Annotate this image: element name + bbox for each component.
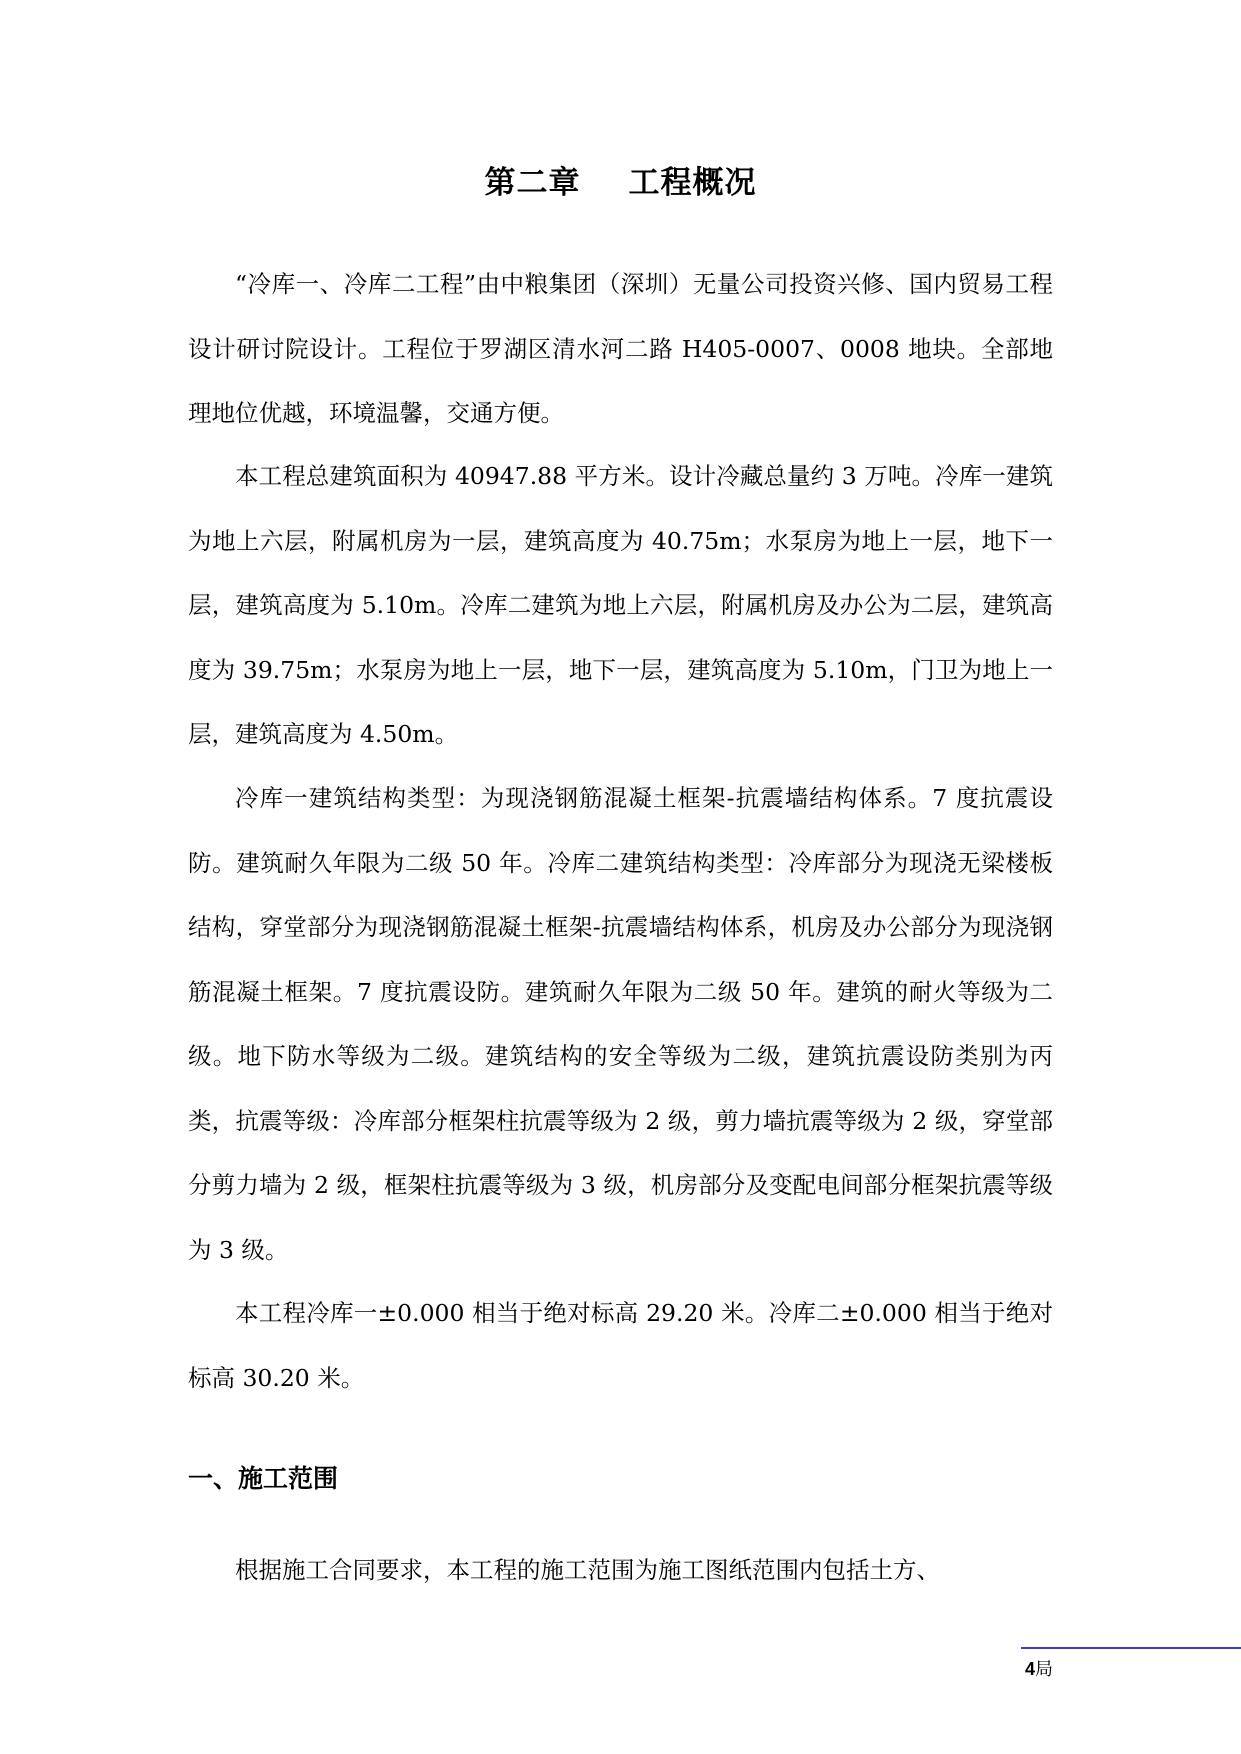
paragraph-project-intro: “冷库一、冷库二工程”由中粮集团（深圳）无量公司投资兴修、国内贸易工程设计研讨院设计。工程位于罗湖区清水河二路 H405-0007、0008 地块。全部地理地位优越，环境温馨，交通方便。 xyxy=(188,270,1053,427)
footer-rule xyxy=(1021,1647,1241,1649)
chapter-number-label: 第二章 xyxy=(484,165,581,201)
chapter-name: 工程概况 xyxy=(628,165,757,201)
paragraph-construction-scope: 根据施工合同要求，本工程的施工范围为施工图纸范围内包括土方、 xyxy=(235,1556,940,1584)
paragraph-building-area: 本工程总建筑面积为 40947.88 平方米。设计冷藏总量约 3 万吨。冷库一建筑为地上六层，附属机房为一层，建筑高度为 40.75m；水泵房为地上一层，地下一层，建筑高度为 5.10m。冷库二建筑为地上六层，附属机房及办公为二层，建筑高度为 39.75m；水泵房为地上一层，地下一层，建筑高度为 5.10m，门卫为地上一层，建筑高度为 4.50m。 xyxy=(188,462,1053,748)
paragraph-structure-type: 冷库一建筑结构类型：为现浇钢筋混凝土框架-抗震墙结构体系。7 度抗震设防。建筑耐久年限为二级 50 年。冷库二建筑结构类型：冷库部分为现浇无梁楼板结构，穿堂部分为现浇钢筋混凝土框架-抗震墙结构体系，机房及办公部分为现浇钢筋混凝土框架。7 度抗震设防。建筑耐久年限为二级 50 年。建筑的耐火等级为二级。地下防水等级为二级。建筑结构的安全等级为二级，建筑抗震设防类别为丙类，抗震等级：冷库部分框架柱抗震等级为 2 级，剪力墙抗震等级为 2 级，穿堂部分剪力墙为 2 级，框架柱抗震等级为 3 级，机房部分及变配电间部分框架抗震等级为 3 级。 xyxy=(188,784,1053,1264)
page-number-value: 4 xyxy=(1024,1659,1035,1679)
page-number-suffix: 局 xyxy=(1035,1659,1053,1680)
section-heading-construction-scope: 一、施工范围 xyxy=(188,1464,339,1493)
chapter-title xyxy=(0,163,1241,203)
page-number xyxy=(1025,1657,1053,1682)
paragraph-elevation: 本工程冷库一±0.000 相当于绝对标高 29.20 米。冷库二±0.000 相当于绝对标高 30.20 米。 xyxy=(188,1299,1053,1392)
